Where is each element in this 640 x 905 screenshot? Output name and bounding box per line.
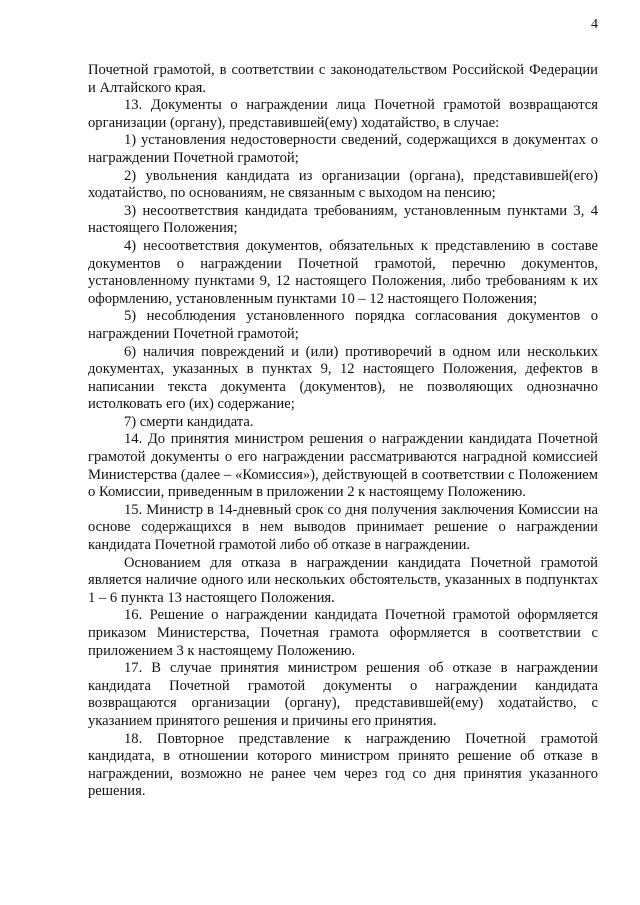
paragraph-subitem-5: 5) несоблюдения установленного порядка согласования документов о награждении Почетной грамотой; xyxy=(88,308,598,342)
paragraph-refusal-grounds: Основанием для отказа в награждении кандидата Почетной грамотой является наличие одного или нескольких обстоятельств, указанных в подпунктах 1 – 6 пункта 13 настоящего Положения. xyxy=(88,554,598,606)
paragraph-subitem-3: 3) несоответствия кандидата требованиям, установленным пунктами 3, 4 настоящего Положения; xyxy=(88,202,598,237)
paragraph-subitem-4: 4) несоответствия документов, обязательных к представлению в составе документов о награждении Почетной грамотой, перечню документов, установленному пунктами 9, 12 настоящего Положения, либо требованиям к их оформлению, установленным пунктами 10 – 12 настоящего Положения; xyxy=(88,237,598,307)
paragraph-continuation: Почетной грамотой, в соответствии с законодательством Российской Федерации и Алтайского края. xyxy=(88,62,598,96)
paragraph-item-18: 18. Повторное представление к награждению Почетной грамотой кандидата, в отношении которого министром принято решение об отказе в награждении, возможно не ранее чем через год со дня принятия указанного решения. xyxy=(88,730,598,800)
paragraph-item-14: 14. До принятия министром решения о награждении кандидата Почетной грамотой документы о его награждении рассматриваются наградной комиссией Министерства (далее – «Комиссия»), действующей в соответствии с Положением о Комиссии, приведенным в приложении 2 к настоящему Положению. xyxy=(88,431,598,501)
page-number: 4 xyxy=(591,17,598,32)
paragraph-subitem-7: 7) смерти кандидата. xyxy=(124,413,254,430)
paragraph-item-15: 15. Министр в 14-дневный срок со дня получения заключения Комиссии на основе содержащихся в нем выводов принимает решение о награждении кандидата Почетной грамотой либо об отказе в награждении. xyxy=(88,501,598,554)
paragraph-subitem-6: 6) наличия повреждений и (или) противоречий в одном или нескольких документах, указанных в пунктах 9, 12 настоящего Положения, дефектов в написании текста документа (документов), не позволяющих однозначно истолковать его (их) содержание; xyxy=(88,343,598,413)
paragraph-subitem-2: 2) увольнения кандидата из организации (органа), представившей(его) ходатайство, по основаниям, не связанным с выходом на пенсию; xyxy=(88,167,598,202)
paragraph-item-17: 17. В случае принятия министром решения об отказе в награждении кандидата Почетной грамотой документы о награждении кандидата возвращаются организации (органу), представившей(ему) ходатайство, с указанием принятого решения и причины его принятия. xyxy=(88,660,598,729)
document-body xyxy=(88,62,598,801)
paragraph-subitem-1: 1) установления недостоверности сведений, содержащихся в документах о награждении Почетной грамотой; xyxy=(88,132,598,166)
paragraph-item-13: 13. Документы о награждении лица Почетной грамотой возвращаются организации (органу), представившей(ему) ходатайство, в случае: xyxy=(88,97,598,131)
paragraph-item-16: 16. Решение о награждении кандидата Почетной грамотой оформляется приказом Министерства, Почетная грамота оформляется в соответствии с приложением 3 к настоящему Положению. xyxy=(88,607,598,659)
